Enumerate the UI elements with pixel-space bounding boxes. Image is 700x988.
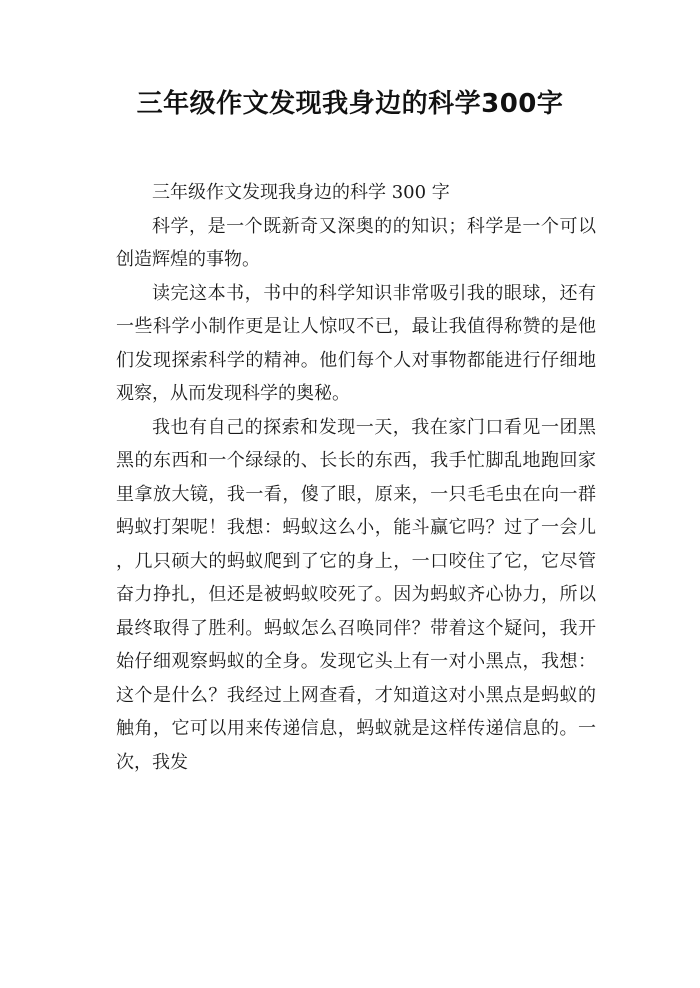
paragraph-3: 我也有自己的探索和发现一天，我在家门口看见一团黑黑的东西和一个绿绿的、长长的东西，我手忙脚乱地跑回家里拿放大镜，我一看，傻了眼，原来，一只毛毛虫在向一群蚂蚁打架呢！我想：蚂蚁这么小，能斗赢它吗？过了一会儿，几只硕大的蚂蚁爬到了它的身上，一口咬住了它，它尽管奋力挣扎，但还是被蚂蚁咬死了。因为蚂蚁齐心协力，所以最终取得了胜利。蚂蚁怎么召唤同伴？带着这个疑问，我开始仔细观察蚂蚁的全身。发现它头上有一对小黑点，我想：这个是什么？我经过上网查看，才知道这对小黑点是蚂蚁的触角，它可以用来传递信息，蚂蚁就是这样传递信息的。一次，我发 (116, 416, 596, 773)
document-body (116, 176, 596, 779)
document-title: 三年级作文发现我身边的科学300字 (136, 89, 564, 119)
paragraph-subtitle: 三年级作文发现我身边的科学 300 字 (152, 182, 450, 203)
paragraph-1: 科学，是一个既新奇又深奥的的知识；科学是一个可以创造辉煌的事物。 (116, 215, 596, 270)
paragraph-2: 读完这本书，书中的科学知识非常吸引我的眼球，还有一些科学小制作更是让人惊叹不已，最让我值得称赞的是他们发现探索科学的精神。他们每个人对事物都能进行仔细地观察，从而发现科学的奥秘。 (116, 282, 596, 404)
